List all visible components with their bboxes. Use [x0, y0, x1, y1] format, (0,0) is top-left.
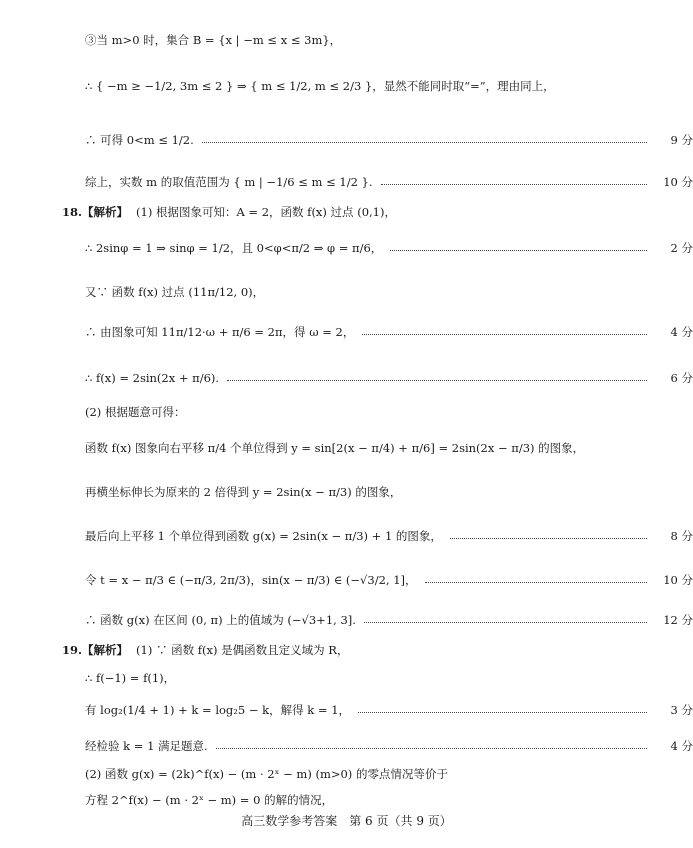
score-value: 10 分: [663, 573, 693, 587]
text-line: 又∵ 函数 f(x) 过点 (11π/12, 0)，: [85, 285, 265, 299]
score-line: 最后向上平移 1 个单位得到函数 g(x) = 2sin(x − π/3) + 1 的图象， 8 分: [85, 529, 693, 543]
score-line: 经检验 k = 1 满足题意. 4 分: [85, 739, 693, 753]
score-value: 4 分: [670, 325, 693, 339]
dot-leader: [364, 622, 647, 623]
score-value: 3 分: [670, 703, 693, 717]
score-value: 10 分: [663, 175, 693, 189]
dot-leader: [227, 380, 647, 381]
dot-leader: [358, 712, 647, 713]
question-header-line: 18.【解析】 (1) 根据图象可知：A = 2，函数 f(x) 过点 (0,1)，: [62, 205, 396, 219]
question-header-line: 19.【解析】 (1) ∵ 函数 f(x) 是偶函数且定义域为 R，: [62, 643, 349, 657]
text-line: (2) 函数 g(x) = (2k)^f(x) − (m · 2ˣ − m) (m>0) 的零点情况等价于: [85, 767, 448, 781]
score-value: 12 分: [663, 613, 693, 627]
dot-leader: [390, 250, 647, 251]
score-line: ∴ 由图象可知 11π/12·ω + π/6 = 2π，得 ω = 2， 4 分: [85, 325, 693, 339]
score-line: 令 t = x − π/3 ∈ (−π/3, 2π/3)，sin(x − π/3) ∈ (−√3/2, 1]， 10 分: [85, 573, 693, 587]
text-line: 函数 f(x) 图象向右平移 π/4 个单位得到 y = sin[2(x − π/4) + π/6] = 2sin(2x − π/3) 的图象，: [85, 441, 585, 455]
question-label: 18.【解析】: [62, 205, 129, 219]
score-value: 4 分: [670, 739, 693, 753]
dot-leader: [425, 582, 647, 583]
question-label: 19.【解析】: [62, 643, 129, 657]
page-footer: 高三数学参考答案 第 6 页（共 9 页）: [241, 814, 452, 828]
score-line: ∴ 函数 g(x) 在区间 (0, π) 上的值域为 (−√3+1, 3]. 12 分: [85, 613, 693, 627]
score-line: 有 log₂(1/4 + 1) + k = log₂5 − k，解得 k = 1， 3 分: [85, 703, 693, 717]
score-line: ∴ f(x) = 2sin(2x + π/6). 6 分: [85, 371, 693, 385]
score-value: 2 分: [670, 241, 693, 255]
text-line: ∴ { −m ≥ −1/2, 3m ≤ 2 } ⇒ { m ≤ 1/2, m ≤ 2/3 }，显然不能同时取“=”，理由同上，: [85, 79, 555, 93]
dot-leader: [450, 538, 647, 539]
score-line: 综上，实数 m 的取值范围为 { m | −1/6 ≤ m ≤ 1/2 }. 10 分: [85, 175, 693, 189]
score-line: ∴ 2sinφ = 1 ⇒ sinφ = 1/2，且 0<φ<π/2 ⇒ φ = π/6， 2 分: [85, 241, 693, 255]
dot-leader: [381, 184, 647, 185]
score-value: 6 分: [670, 371, 693, 385]
score-line: ∴ 可得 0<m ≤ 1/2. 9 分: [85, 133, 693, 147]
text-line: ③当 m>0 时，集合 B = {x | −m ≤ x ≤ 3m}，: [85, 33, 342, 47]
score-value: 9 分: [670, 133, 693, 147]
text-line: 再横坐标伸长为原来的 2 倍得到 y = 2sin(x − π/3) 的图象，: [85, 485, 402, 499]
text-line: 方程 2^f(x) − (m · 2ˣ − m) = 0 的解的情况，: [85, 793, 334, 807]
dot-leader: [202, 142, 647, 143]
text-line: ∴ f(−1) = f(1)，: [85, 671, 176, 685]
text-line: (2) 根据题意可得：: [85, 405, 186, 419]
score-value: 8 分: [670, 529, 693, 543]
dot-leader: [216, 748, 647, 749]
dot-leader: [362, 334, 647, 335]
